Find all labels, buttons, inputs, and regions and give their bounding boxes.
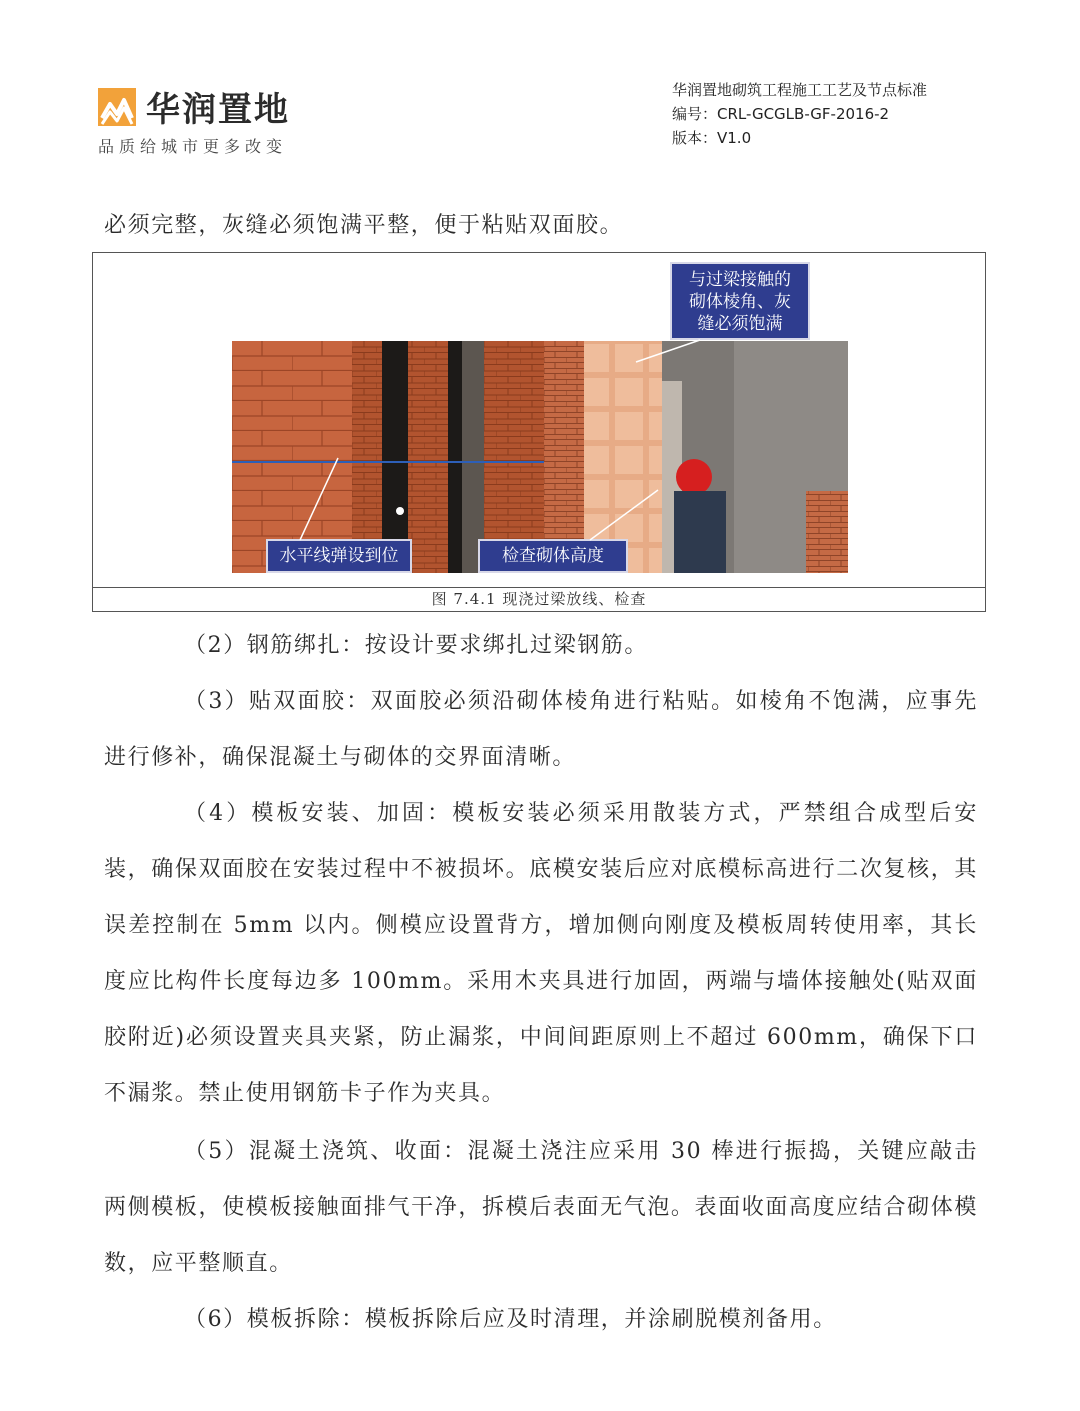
company-logo	[98, 84, 328, 164]
logo-name: 华润置地	[146, 90, 290, 130]
paragraph-rebar-binding: （2）钢筋绑扎：按设计要求绑扎过梁钢筋。	[184, 633, 648, 658]
document-meta	[672, 78, 927, 150]
paragraph-formwork-removal: （6）模板拆除：模板拆除后应及时清理，并涂刷脱模剂备用。	[184, 1307, 837, 1332]
label-horizontal-line: 水平线弹设到位	[266, 539, 412, 573]
label-check-height: 检查砌体高度	[478, 539, 628, 573]
intro-text: 必须完整，灰缝必须饱满平整，便于粘贴双面胶。	[104, 213, 624, 238]
paragraph-double-sided-tape: （3）贴双面胶：双面胶必须沿砌体棱角进行粘贴。如棱角不饱满，应事先进行修补，确保混凝土与砌体的交界面清晰。	[104, 689, 978, 770]
document-version: 版本：V1.0	[672, 129, 752, 147]
document-title: 华润置地砌筑工程施工工艺及节点标准	[672, 81, 928, 99]
logo-slogan: 品质给城市更多改变	[98, 137, 288, 156]
label-top-line-3: 缝必须饱满	[697, 314, 783, 334]
document-number: 编号：CRL-GCGLB-GF-2016-2	[672, 105, 890, 123]
label-top-line-1: 与过梁接触的	[689, 270, 791, 290]
paragraph-concrete-pouring: （5）混凝土浇筑、收面：混凝土浇注应采用 30 棒进行振捣，关键应敲击两侧模板，使模板接触面排气干净，拆模后表面无气泡。表面收面高度应结合砌体模数，应平整顺直。	[104, 1139, 978, 1276]
figure-caption: 图 7.4.1 现浇过梁放线、检查	[93, 587, 985, 611]
label-top-line-2: 砌体棱角、灰	[689, 292, 791, 312]
logo-mark-icon	[98, 88, 136, 126]
paragraph-formwork-install: （4）模板安装、加固：模板安装必须采用散装方式，严禁组合成型后安装，确保双面胶在安装过程中不被损坏。底模安装后应对底模标高进行二次复核，其误差控制在 5mm 以内。侧模应设置背方，增加侧向刚度及模板周转使用率，其长度应比构件长度每边多 100mm。采用木夹具进行加固，两端与墙体接触处(贴双面胶附近)必须设置夹具夹紧，防止漏浆，中间间距原则上不超过 600mm，确保下口不漏浆。禁止使用钢筋卡子作为夹具。	[104, 801, 978, 1106]
label-lintel-contact	[670, 262, 810, 340]
